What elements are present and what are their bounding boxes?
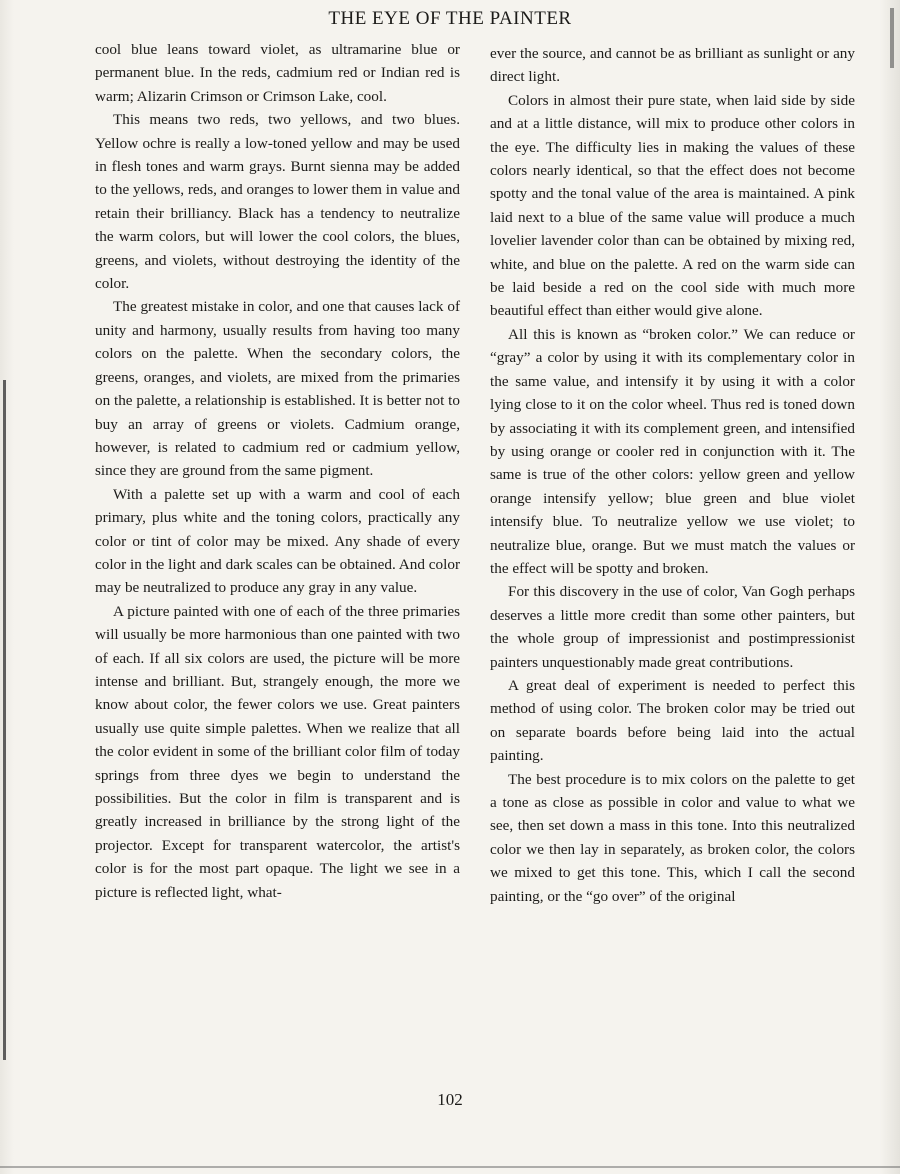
paragraph: For this discovery in the use of color, Van Gogh perhaps deserves a little more credit than some other painters, but the whole group of impressionist and postimpressionist painters unquestionably made great contributions. [490,583,855,671]
running-title: THE EYE OF THE PAINTER [328,8,572,29]
paragraph: ever the source, and cannot be as brilliant as sunlight or any direct light. [490,45,855,86]
paragraph: This means two reds, two yellows, and two blues. Yellow ochre is really a low-toned yellow and may be used in flesh tones and warm grays. Burnt sienna may be added to the yellows, reds, and oranges to lower them in value and retain their brilliancy. Black has a tendency to neutralize the warm colors, but will lower the cool colors, the blues, greens, and violets, without destroying the identity of the color. [95,111,460,293]
paragraph: cool blue leans toward violet, as ultramarine blue or permanent blue. In the reds, cadmium red or Indian red is warm; Alizarin Crimson or Crimson Lake, cool. [95,41,460,105]
paragraph: A picture painted with one of each of the three primaries will usually be more harmonious than one painted with two of each. If all six colors are used, the picture will be more intense and brilliant. But, strangely enough, the more we know about color, the fewer colors we use. Great painters usually use quite simple palettes. When we realize that all the color evident in some of the brilliant color film of today springs from three dyes we begin to understand the possibilities. But the color in film is transparent and is greatly increased in brilliance by the strong light of the projector. Except for transparent watercolor, the artist's color is for the most part opaque. The light we see in a picture is reflected light, what- [95,602,460,901]
page-edge-shadow [0,1166,900,1168]
paragraph: A great deal of experiment is needed to perfect this method of using color. The broken color may be tried out on separate boards before being laid into the actual painting. [490,676,855,765]
paragraph: The greatest mistake in color, and one that causes lack of unity and harmony, usually results from having too many colors on the palette. When the secondary colors, the greens, oranges, and violets, are mixed from the primaries on the palette, a relationship is established. It is better not to buy an array of greens or violets. Cadmium orange, however, is related to cadmium red or cadmium yellow, since they are ground from the same pigment. [95,298,460,480]
paragraph: Colors in almost their pure state, when laid side by side and at a little distance, will mix to produce other colors in the eye. The difficulty lies in making the values of these colors nearly identical, so that the effect does not become spotty and the tonal value of the area is maintained. A pink laid next to a blue of the same value will produce a much lovelier lavender color than can be obtained by mixing red, white, and blue on the palette. A red on the warm side can be laid beside a red on the cool side with much more beautiful effect than either would give alone. [490,91,855,320]
page-edge-shadow [3,380,6,1060]
page-number: 102 [437,1090,463,1109]
right-text-column [490,42,855,908]
paragraph: All this is known as “broken color.” We can reduce or “gray” a color by using it with its complementary color in the same value, and intensify it by using it with a color lying close to it on the color wheel. Thus red is toned down by associating it with its complement green, and intensified by using orange or cooler red in conjunction with it. The same is true of the other colors: yellow green and yellow orange intensify yellow; blue green and blue violet intensify blue. To neutralize yellow we use violet; to neutralize blue, orange. But we must match the values or the effect will be spotty and broken. [490,325,855,577]
paragraph: The best procedure is to mix colors on the palette to get a tone as close as possible in color and value to what we see, then set down a mass in this tone. Into this neutralized color we then lay in separately, as broken color, the colors we mixed to get this tone. This, which I call the second painting, or the “go over” of the original [490,770,855,905]
paragraph: With a palette set up with a warm and cool of each primary, plus white and the toning colors, practically any color or tint of color may be mixed. Any shade of every color in the light and dark scales can be obtained. And color may be neutralized to produce any gray in any value. [95,485,460,597]
left-text-column [95,38,460,904]
